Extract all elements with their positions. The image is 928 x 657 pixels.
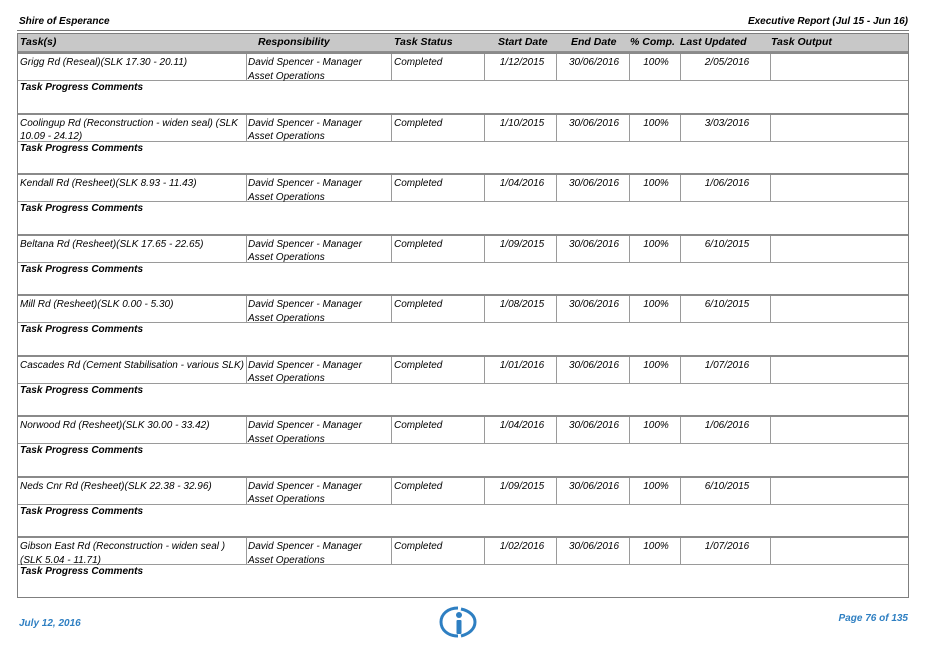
last-updated: 6/10/2015 [704,299,750,310]
end-date: 30/06/2016 [568,299,620,310]
start-date: 1/09/2015 [499,238,545,250]
task-progress-comments-label: Task Progress Comments [20,203,144,214]
col-last-updated: Last Updated [680,36,747,48]
col-start-date: Start Date [498,36,548,48]
task-name: Kendall Rd (Resheet)(SLK 8.93 - 11.43) [20,178,197,189]
start-date: 1/08/2015 [499,299,545,310]
task-status: Completed [394,420,443,431]
task-name: Coolingup Rd (Reconstruction - widen seal) (SLK 10.09 - 24.12) [20,117,238,142]
task-status: Completed [394,480,443,492]
task-status: Completed [394,299,443,310]
organisation-name: Shire of Esperance [19,16,110,27]
start-date: 1/12/2015 [499,57,545,68]
task-block [18,536,908,597]
col-percent-complete: % Comp. [630,36,675,48]
responsibility: David Spencer - Manager Asset Operations [248,117,362,142]
responsibility: David Spencer - Manager Asset Operations [248,57,362,82]
start-date: 1/04/2016 [499,178,545,189]
percent-complete: 100% [643,238,669,250]
last-updated: 2/05/2016 [704,57,750,68]
task-block [18,113,908,174]
percent-complete: 100% [643,57,669,68]
task-status: Completed [394,359,443,371]
task-progress-comments-label: Task Progress Comments [20,324,144,335]
percent-complete: 100% [643,299,669,310]
last-updated: 1/06/2016 [704,178,750,189]
task-progress-comments-label: Task Progress Comments [20,384,144,396]
task-name: Gibson East Rd (Reconstruction - widen seal ) (SLK 5.04 - 11.71) [20,541,226,566]
task-status: Completed [394,178,443,189]
start-date: 1/02/2016 [499,541,545,552]
table-row [18,52,908,81]
responsibility: David Spencer - Manager Asset Operations [248,541,362,566]
table-body [18,52,908,597]
task-name: Grigg Rd (Reseal)(SLK 17.30 - 20.11) [20,57,188,68]
task-progress-comments-label: Task Progress Comments [20,142,144,154]
col-task-output: Task Output [771,36,832,48]
percent-complete: 100% [643,178,669,189]
percent-complete: 100% [643,117,669,129]
task-block [18,355,908,416]
end-date: 30/06/2016 [568,178,620,189]
task-block [18,173,908,234]
task-block [18,52,908,113]
responsibility: David Spencer - Manager Asset Operations [248,178,362,203]
percent-complete: 100% [643,480,669,492]
last-updated: 6/10/2015 [704,238,750,250]
end-date: 30/06/2016 [568,541,620,552]
table-row [18,415,908,444]
task-block [18,415,908,476]
task-block [18,476,908,537]
table-row [18,294,908,323]
responsibility: David Spencer - Manager Asset Operations [248,238,362,263]
col-task: Task(s) [20,36,57,48]
percent-complete: 100% [643,541,669,552]
last-updated: 3/03/2016 [704,117,750,129]
table-row [18,536,908,565]
task-block [18,234,908,295]
task-status: Completed [394,117,443,129]
task-status: Completed [394,57,443,68]
responsibility: David Spencer - Manager Asset Operations [248,299,362,324]
start-date: 1/10/2015 [499,117,545,129]
task-name: Cascades Rd (Cement Stabilisation - various SLK) [20,359,244,371]
start-date: 1/09/2015 [499,480,545,492]
table-row [18,113,908,142]
task-progress-comments-label: Task Progress Comments [20,505,144,517]
table-row [18,355,908,384]
last-updated: 1/07/2016 [704,359,750,371]
header-rule [17,30,909,31]
percent-complete: 100% [643,359,669,371]
responsibility: David Spencer - Manager Asset Operations [248,359,362,384]
start-date: 1/04/2016 [499,420,545,431]
end-date: 30/06/2016 [568,238,620,250]
table-header [18,34,908,52]
page-number: Page 76 of 135 [838,613,908,624]
task-name: Mill Rd (Resheet)(SLK 0.00 - 5.30) [20,299,174,310]
start-date: 1/01/2016 [499,359,545,371]
end-date: 30/06/2016 [568,117,620,129]
col-status: Task Status [394,36,453,48]
task-progress-comments-label: Task Progress Comments [20,263,144,275]
task-name: Beltana Rd (Resheet)(SLK 17.65 - 22.65) [20,238,204,250]
task-progress-comments-label: Task Progress Comments [20,445,144,456]
percent-complete: 100% [643,420,669,431]
task-progress-comments-label: Task Progress Comments [20,82,144,93]
task-status: Completed [394,541,443,552]
last-updated: 1/07/2016 [704,541,750,552]
responsibility: David Spencer - Manager Asset Operations [248,480,362,505]
end-date: 30/06/2016 [568,359,620,371]
responsibility: David Spencer - Manager Asset Operations [248,420,362,445]
task-name: Neds Cnr Rd (Resheet)(SLK 22.38 - 32.96) [20,480,212,492]
col-end-date: End Date [571,36,617,48]
report-date: July 12, 2016 [19,618,81,629]
report-title: Executive Report (Jul 15 - Jun 16) [747,16,908,27]
task-block [18,294,908,355]
task-name: Norwood Rd (Resheet)(SLK 30.00 - 33.42) [20,420,210,431]
last-updated: 6/10/2015 [704,480,750,492]
col-responsibility: Responsibility [258,36,330,48]
end-date: 30/06/2016 [568,420,620,431]
task-status: Completed [394,238,443,250]
last-updated: 1/06/2016 [704,420,750,431]
info-i-logo-icon [439,606,477,638]
end-date: 30/06/2016 [568,480,620,492]
table-row [18,476,908,505]
table-row [18,234,908,263]
task-table [17,33,909,598]
end-date: 30/06/2016 [568,57,620,68]
task-progress-comments-label: Task Progress Comments [20,566,144,577]
table-row [18,173,908,202]
